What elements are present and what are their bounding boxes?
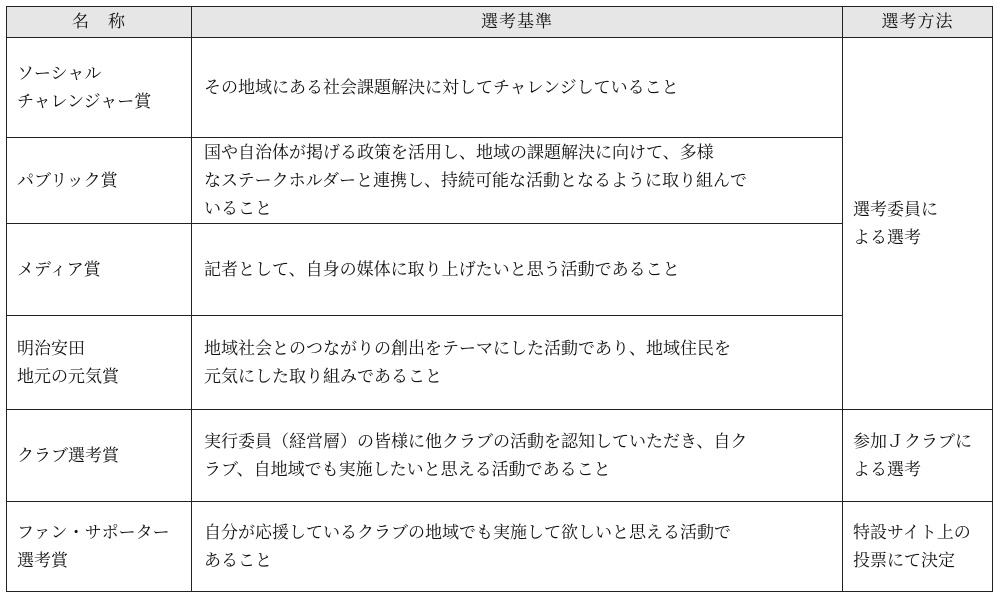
criteria-cell: [192, 316, 843, 410]
header-row: [7, 7, 993, 38]
award-criteria: 実行委員（経営層）の皆様に他クラブの活動を認知していただき、自ク ラブ、自地域でも実施したいと思える活動であること: [204, 431, 748, 480]
award-name: ソーシャル チャレンジャー賞: [17, 63, 152, 112]
award-name: 明治安田 地元の元気賞: [17, 338, 119, 387]
award-name: メディア賞: [17, 259, 101, 280]
selection-method: 特設サイト上の 投票にて決定: [853, 522, 971, 571]
award-name: ファン・サポーター 選考賞: [17, 522, 170, 571]
award-name-cell: [7, 38, 192, 138]
criteria-cell: [192, 502, 843, 592]
criteria-cell: [192, 224, 843, 316]
award-name: パブリック賞: [17, 170, 118, 191]
award-selection-table: [6, 6, 993, 592]
method-cell: [843, 410, 993, 502]
criteria-cell: [192, 38, 843, 138]
award-criteria: 国や自治体が掲げる政策を活用し、地域の課題解決に向けて、多様 なステークホルダーと連携し、持続可能な活動となるように取り組んで いること: [204, 142, 747, 219]
table-row: [7, 38, 993, 138]
method-cell: [843, 502, 993, 592]
header-criteria: 選考基準: [192, 7, 843, 38]
award-criteria: 地域社会とのつながりの創出をテーマにした活動であり、地域住民を 元気にした取り組みであること: [204, 338, 731, 387]
award-name-cell: [7, 224, 192, 316]
award-name-cell: [7, 138, 192, 224]
criteria-cell: [192, 410, 843, 502]
award-criteria: 記者として、自身の媒体に取り上げたいと思う活動であること: [204, 259, 680, 280]
award-criteria: 自分が応援しているクラブの地域でも実施して欲しいと思える活動で あること: [204, 522, 731, 571]
award-name-cell: [7, 410, 192, 502]
selection-method: 参加Ｊクラブに よる選考: [853, 431, 972, 480]
header-method: 選考方法: [843, 7, 993, 38]
method-cell: [843, 38, 993, 410]
table-row: [7, 502, 993, 592]
table-row: [7, 410, 993, 502]
award-name: クラブ選考賞: [17, 445, 119, 466]
header-name: 名 称: [7, 7, 192, 38]
award-name-cell: [7, 502, 192, 592]
award-criteria: その地域にある社会課題解決に対してチャレンジしていること: [204, 77, 679, 98]
selection-method: 選考委員に よる選考: [853, 199, 938, 248]
award-name-cell: [7, 316, 192, 410]
criteria-cell: [192, 138, 843, 224]
